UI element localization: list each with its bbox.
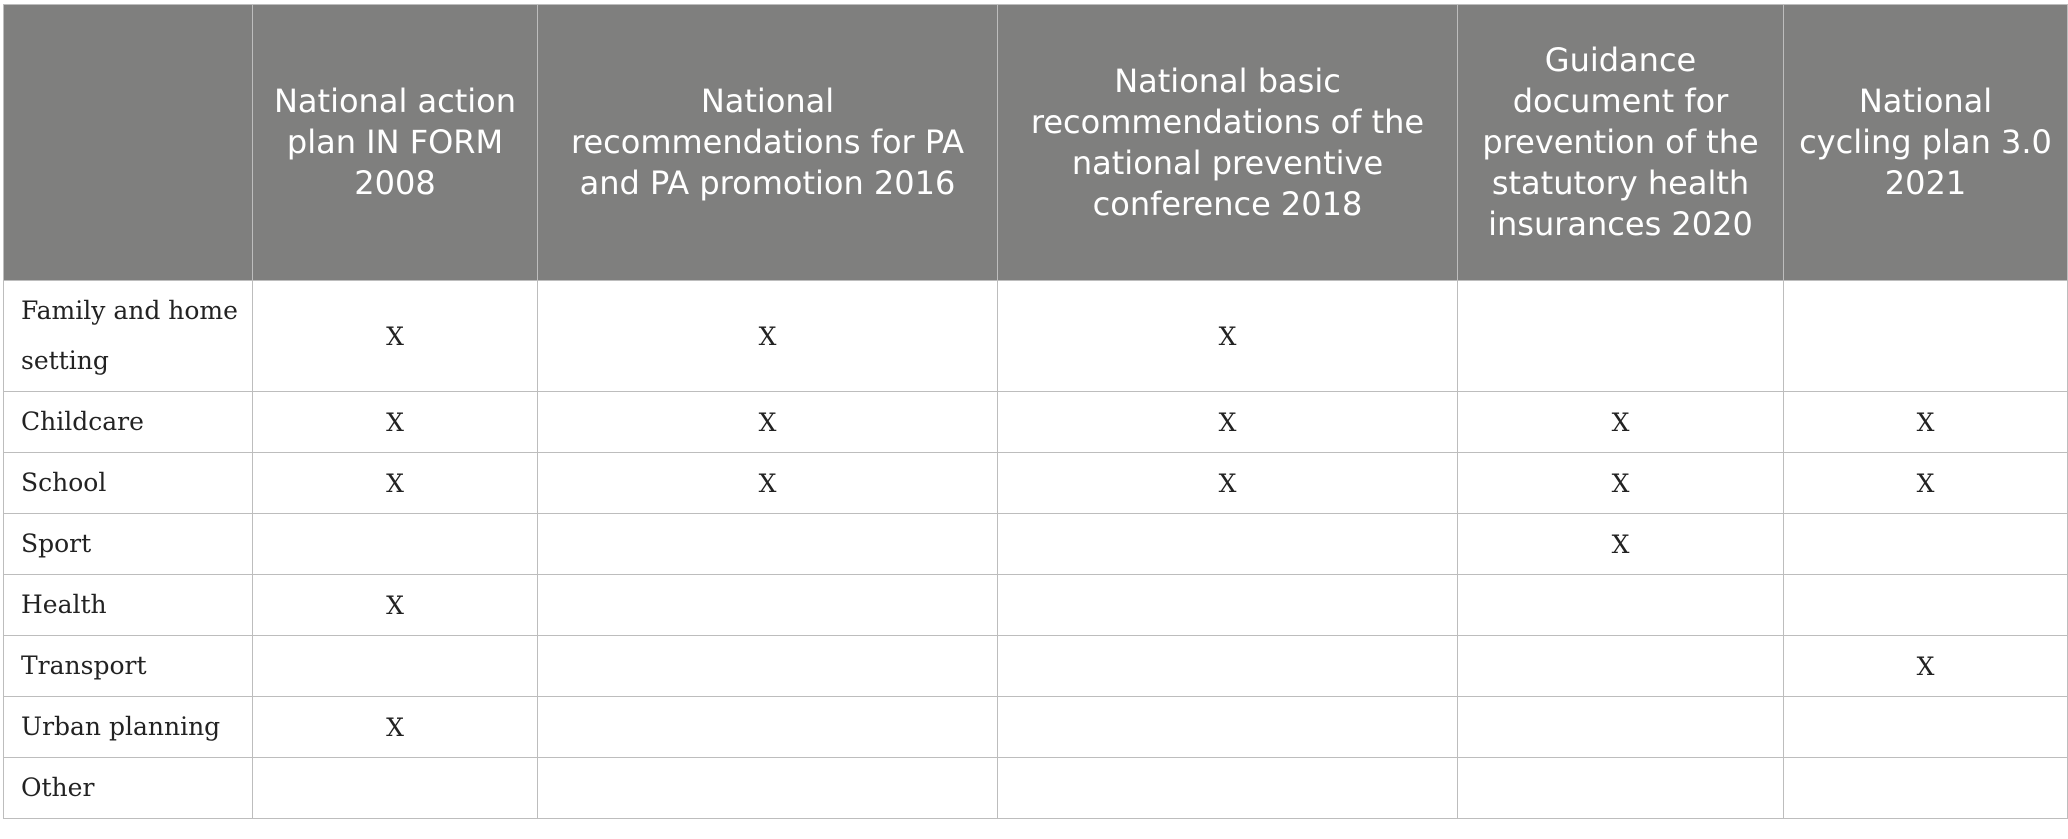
table-cell: X	[253, 453, 538, 514]
table-cell: X	[998, 453, 1458, 514]
table-cell	[1458, 575, 1784, 636]
table-cell	[1458, 697, 1784, 758]
table-cell: X	[538, 392, 998, 453]
table-cell: X	[253, 575, 538, 636]
table-cell	[538, 575, 998, 636]
table-cell	[1458, 281, 1784, 392]
table-cell	[998, 758, 1458, 819]
table-cell: X	[538, 453, 998, 514]
table-cell	[253, 514, 538, 575]
table-cell	[998, 697, 1458, 758]
table-header	[4, 5, 2068, 281]
table-cell	[998, 636, 1458, 697]
table-body	[4, 281, 2068, 819]
header-row	[4, 5, 2068, 281]
table-cell: X	[538, 281, 998, 392]
row-label: Health	[4, 575, 253, 636]
table-cell	[538, 514, 998, 575]
table-cell	[998, 575, 1458, 636]
header-cell-preventive-conference-2018: National basic recommendations of the national preventive conference 2018	[998, 5, 1458, 281]
table-cell: X	[998, 281, 1458, 392]
table-cell	[998, 514, 1458, 575]
table-cell	[253, 636, 538, 697]
table-row	[4, 392, 2068, 453]
table-cell	[1784, 758, 2068, 819]
table-cell: X	[253, 281, 538, 392]
header-cell-health-insurance-guidance-2020: Guidance document for prevention of the statutory health insurances 2020	[1458, 5, 1784, 281]
table-cell	[538, 636, 998, 697]
table-cell: X	[253, 392, 538, 453]
row-label: Transport	[4, 636, 253, 697]
table-row	[4, 514, 2068, 575]
table-cell: X	[1458, 453, 1784, 514]
table-cell	[538, 697, 998, 758]
document-table-container	[3, 4, 2067, 819]
table-row	[4, 758, 2068, 819]
table-cell	[1784, 514, 2068, 575]
header-cell-in-form-2008: National action plan IN FORM 2008	[253, 5, 538, 281]
table-row	[4, 697, 2068, 758]
table-cell	[1458, 636, 1784, 697]
table-row	[4, 636, 2068, 697]
table-cell: X	[1458, 514, 1784, 575]
table-row	[4, 453, 2068, 514]
table-cell	[1784, 281, 2068, 392]
row-label: School	[4, 453, 253, 514]
table-cell: X	[1784, 392, 2068, 453]
header-cell-blank	[4, 5, 253, 281]
table-cell	[1458, 758, 1784, 819]
row-label: Other	[4, 758, 253, 819]
table-cell	[538, 758, 998, 819]
table-cell: X	[253, 697, 538, 758]
header-cell-cycling-plan-2021: National cycling plan 3.0 2021	[1784, 5, 2068, 281]
table-row	[4, 281, 2068, 392]
table-cell	[253, 758, 538, 819]
header-cell-pa-recommendations-2016: National recommendations for PA and PA promotion 2016	[538, 5, 998, 281]
table-cell: X	[1458, 392, 1784, 453]
table-cell: X	[998, 392, 1458, 453]
table-cell	[1784, 575, 2068, 636]
row-label: Urban planning	[4, 697, 253, 758]
row-label: Childcare	[4, 392, 253, 453]
table-cell: X	[1784, 636, 2068, 697]
table-cell: X	[1784, 453, 2068, 514]
table-cell	[1784, 697, 2068, 758]
row-label: Family and home setting	[4, 281, 253, 392]
table-row	[4, 575, 2068, 636]
settings-policy-table	[3, 4, 2068, 819]
row-label: Sport	[4, 514, 253, 575]
